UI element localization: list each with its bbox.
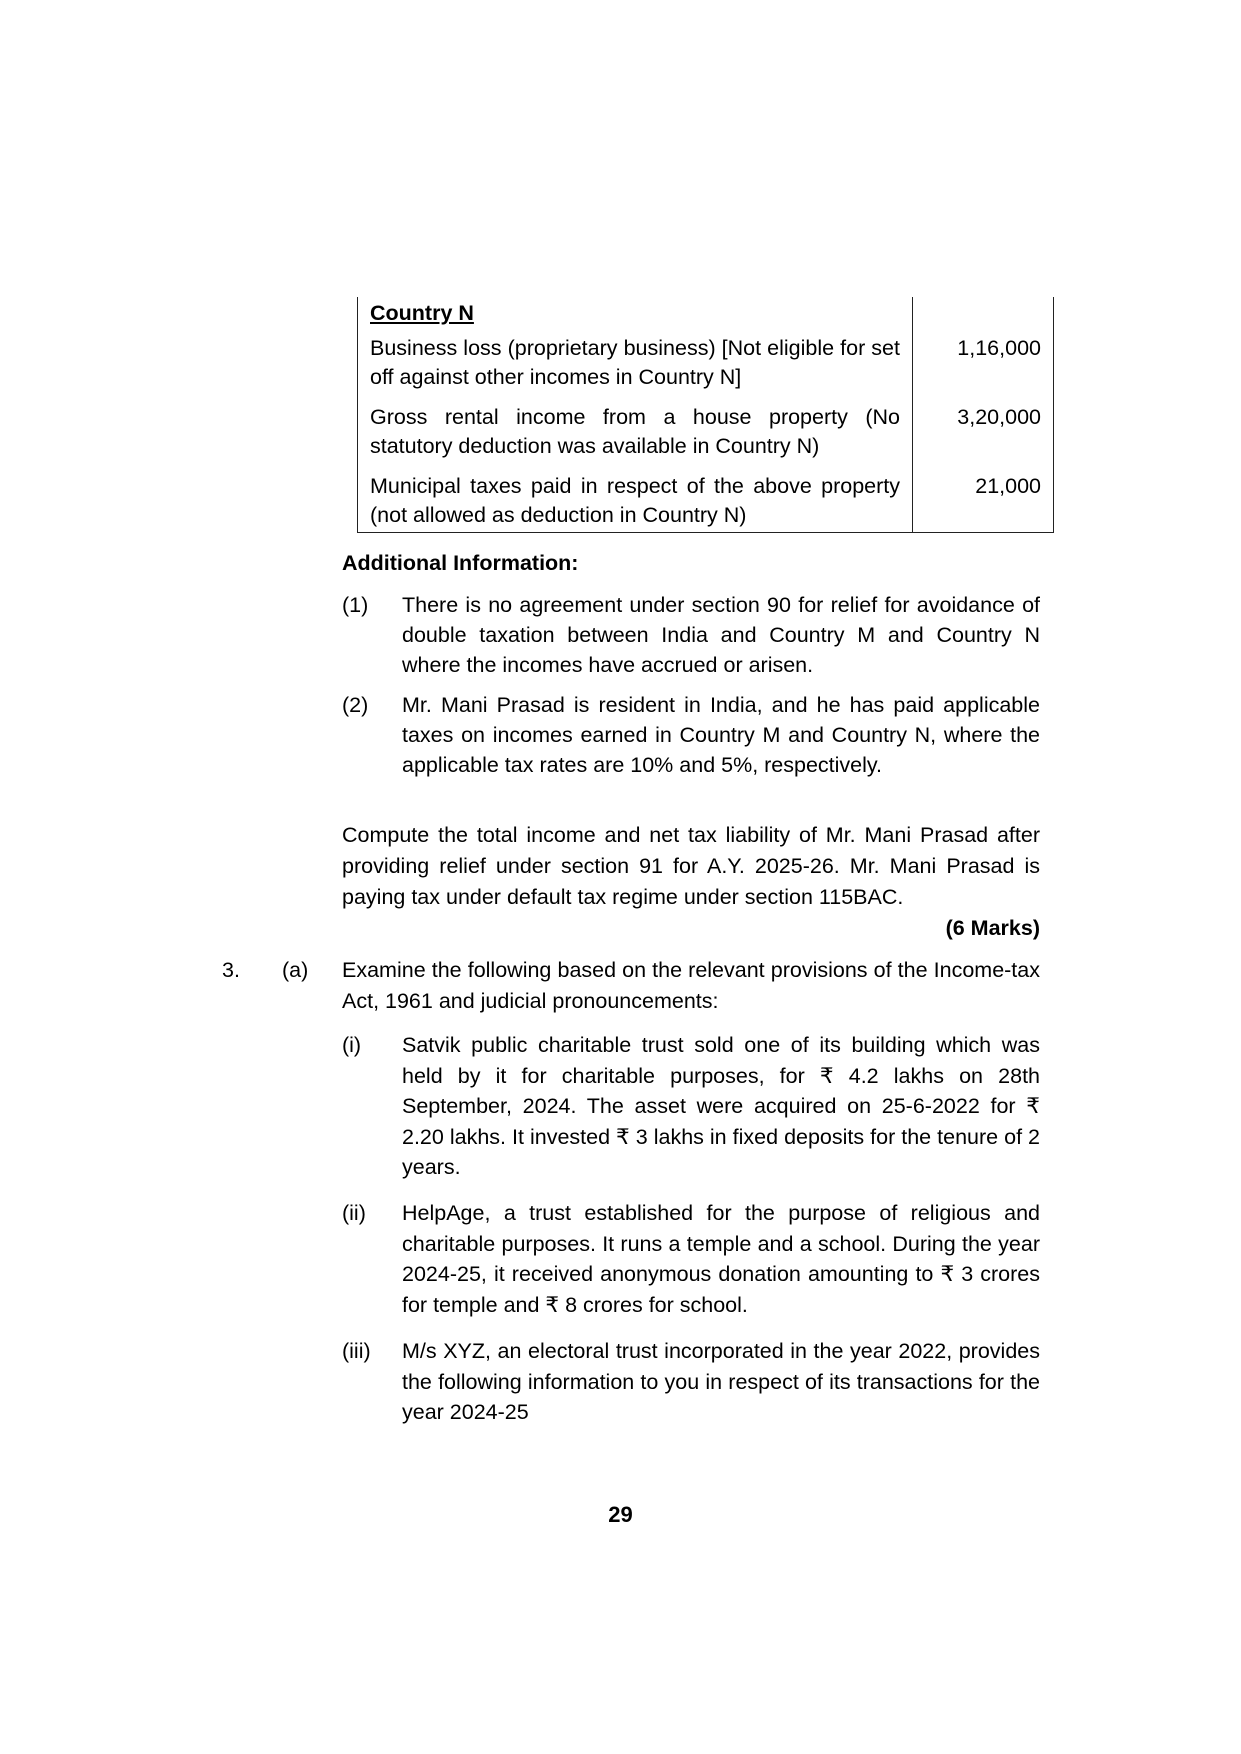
- table-row-desc: Municipal taxes paid in respect of the above property (not allowed as deduction in Country N): [358, 463, 913, 533]
- table-amount-cell: [913, 297, 1054, 330]
- sub-item-text: M/s XYZ, an electoral trust incorporated in the year 2022, provides the following information to you in respect of its transactions for the year 2024-25: [402, 1339, 1040, 1424]
- list-item-text: There is no agreement under section 90 for relief for avoidance of double taxation between India and Country M and Country N where the incomes have accrued or arisen.: [402, 593, 1040, 677]
- table-row-desc: Business loss (proprietary business) [Not eligible for set off against other incomes in Country N]: [358, 330, 913, 394]
- additional-info-heading: Additional Information:: [342, 551, 579, 575]
- sub-item-text: HelpAge, a trust established for the purpose of religious and charitable purposes. It runs a temple and a school. During the year 2024-25, it received anonymous donation amounting to ₹ 3 crores for temple and ₹ 8 crores for school.: [402, 1201, 1040, 1317]
- list-item-text: Mr. Mani Prasad is resident in India, and he has paid applicable taxes on incomes earned in Country M and Country N, where the applicable tax rates are 10% and 5%, respectively.: [402, 693, 1040, 777]
- table-heading-cell: [358, 297, 913, 330]
- sub-item-number: (ii): [342, 1201, 366, 1225]
- sub-item-text: Satvik public charitable trust sold one of its building which was held by it for charitable purposes, for ₹ 4.2 lakhs on 28th September, 2024. The asset were acquired on 25-6-2022 for ₹ 2.20 lakhs. It invested ₹ 3 lakhs in fixed deposits for the tenure of 2 years.: [402, 1033, 1040, 1179]
- country-n-heading: Country N: [370, 301, 474, 325]
- table-row-amount: 1,16,000: [913, 330, 1054, 394]
- question-intro: Examine the following based on the relevant provisions of the Income-tax Act, 1961 and judicial pronouncements:: [342, 958, 1040, 1013]
- list-item-number: (1): [342, 593, 369, 617]
- table-row-desc: Gross rental income from a house property (No statutory deduction was available in Country N): [358, 394, 913, 463]
- table-row-amount: 21,000: [913, 463, 1054, 533]
- sub-item-number: (iii): [342, 1339, 371, 1363]
- list-item-number: (2): [342, 693, 369, 717]
- marks-label: (6 Marks): [945, 916, 1040, 940]
- page-number: 29: [608, 1502, 633, 1527]
- compute-paragraph: Compute the total income and net tax liability of Mr. Mani Prasad after providing relief under section 91 for A.Y. 2025-26. Mr. Mani Prasad is paying tax under default tax regime under section 115BAC.: [342, 823, 1040, 909]
- sub-item-number: (i): [342, 1033, 362, 1057]
- country-n-table: [357, 297, 1054, 533]
- question-part: (a): [282, 958, 309, 982]
- table-row-amount: 3,20,000: [913, 394, 1054, 463]
- question-number: 3.: [222, 958, 240, 982]
